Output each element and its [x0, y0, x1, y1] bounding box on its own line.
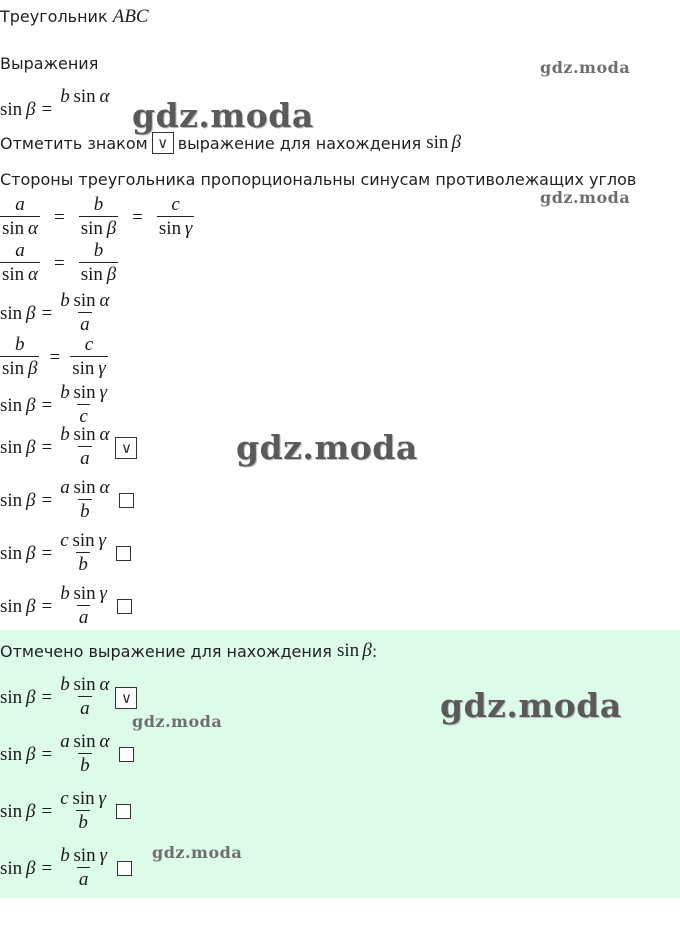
derived-sin-beta-1: sin β = $\frac{\text{b sin α}}{a}$: [0, 290, 110, 335]
watermark-logo: gdz.moda: [440, 686, 622, 725]
option-3-checkbox[interactable]: [116, 546, 131, 561]
expressions-label: Выражения: [0, 54, 99, 73]
answer-option-1-checkbox[interactable]: ∨: [115, 687, 137, 709]
answer-option-4-checkbox[interactable]: [117, 861, 132, 876]
answer-option-1: sin β = $\frac{\text{b sin α}}{a}$ ∨: [0, 674, 137, 721]
answer-option-2: sin β = $\frac{\text{a sin α}}{b}$: [0, 731, 134, 778]
option-3: sin β = $\frac{\text{c sin γ}}{b}$: [0, 530, 131, 577]
formula-intro: sin β = b sin α: [0, 86, 110, 120]
answer-option-2-checkbox[interactable]: [119, 747, 134, 762]
instruction: Отметить знаком ∨ выражение для нахождения sin β: [0, 132, 462, 153]
option-1: sin β = $\frac{\text{b sin α}}{a}$ ∨: [0, 424, 137, 471]
title-word: Треугольник: [0, 7, 108, 26]
answer-option-3: sin β = $\frac{\text{c sin γ}}{b}$: [0, 788, 131, 835]
derived-sin-beta-2: sin β = $\frac{\text{b sin γ}}{c}$: [0, 382, 107, 427]
watermark-logo: gdz.moda: [132, 96, 314, 135]
check-mark-icon: ∨: [152, 132, 174, 154]
option-2: sin β = $\frac{\text{a sin α}}{b}$: [0, 477, 134, 524]
sides-rule: Стороны треугольника пропорциональны синусам противолежащих углов: [0, 170, 637, 189]
title: [0, 6, 149, 28]
watermark-logo: gdz.moda: [132, 712, 223, 731]
answer-option-4: sin β = $\frac{\text{b sin γ}}{a}$: [0, 845, 132, 892]
law-of-sines-bc: $\frac{b}{\text{sin β}}$ = $\frac{c}{\text{sin γ}}$: [2, 334, 106, 379]
answer-option-3-checkbox[interactable]: [116, 804, 131, 819]
watermark-logo: gdz.moda: [236, 428, 418, 467]
law-of-sines-full: $\frac{a}{\text{sin α}}$ = $\frac{b}{\text{sin β}}$ = $\frac{c}{\text{sin γ}}$: [2, 194, 193, 239]
title-math: ABC: [112, 6, 149, 27]
law-of-sines-ab: $\frac{a}{\text{sin α}}$ = $\frac{b}{\text{sin β}}$: [2, 240, 117, 285]
option-2-checkbox[interactable]: [119, 493, 134, 508]
answer-header: Отмечено выражение для нахождения sin β :: [0, 640, 378, 661]
option-4-checkbox[interactable]: [117, 599, 132, 614]
option-1-checkbox[interactable]: ∨: [115, 437, 137, 459]
watermark-logo: gdz.moda: [540, 58, 631, 77]
watermark-logo: gdz.moda: [540, 188, 631, 207]
watermark-logo: gdz.moda: [152, 843, 243, 862]
option-4: sin β = $\frac{\text{b sin γ}}{a}$: [0, 583, 132, 630]
